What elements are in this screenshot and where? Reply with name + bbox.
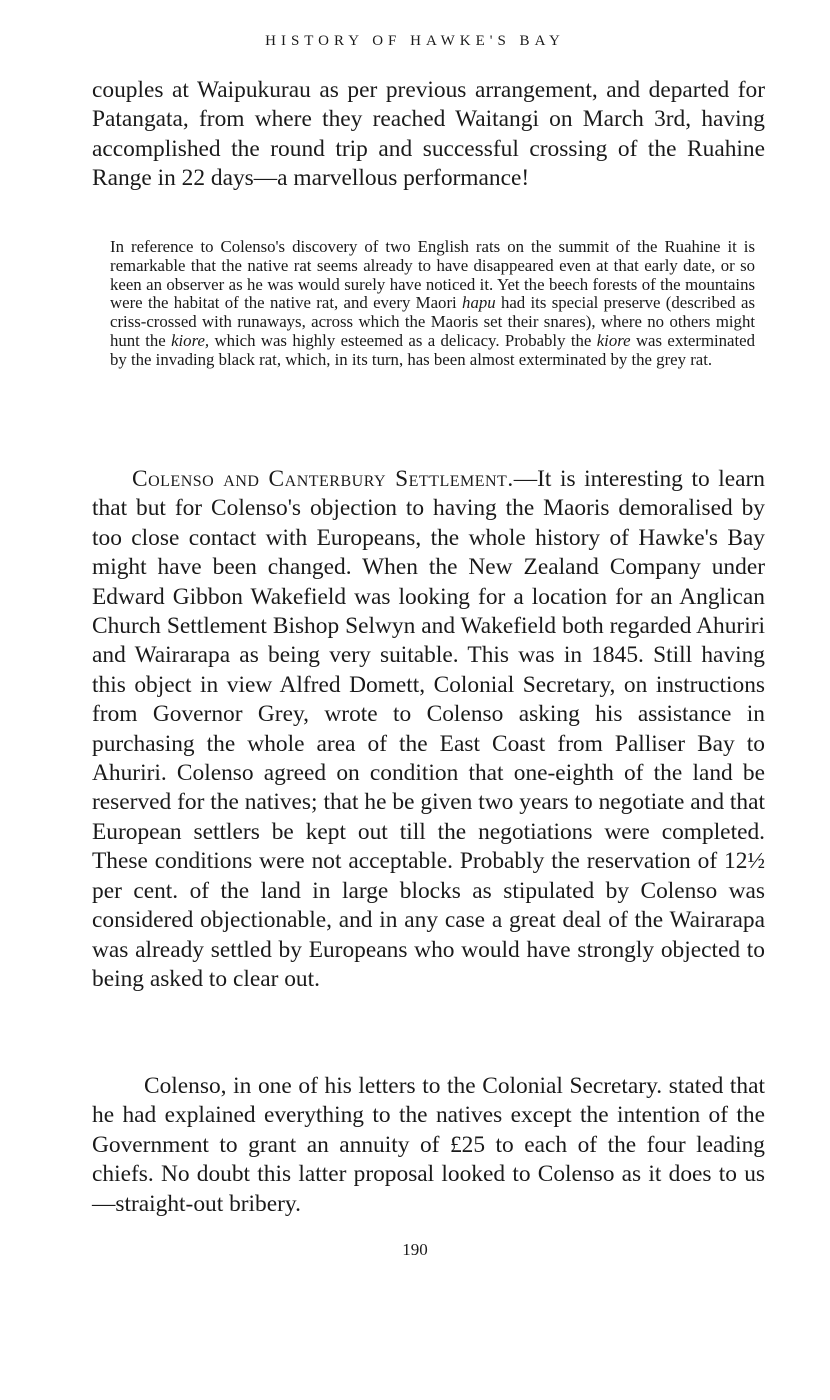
paragraph-body: —It is interesting to learn that but for Colenso's objection to having the Maoris demoralised by too close contact with Europeans, the whole history of Hawke's Bay might have been changed. When the New Zealand Company under Edward Gibbon Wakefield was looking for a location for an Anglican Church Settlement Bishop Selwyn and Wakefield both regarded Ahuriri and Wairarapa as being very suitable. This was in 1845. Still having this object in view Alfred Domett, Colonial Secretary, on instructions from Governor Grey, wrote to Colenso asking his assistance in purchasing the whole area of the East Coast from Palliser Bay to Ahuriri. Colenso agreed on condition that one-eighth of the land be reserved for the natives; that he be given two years to negotiate and that European settlers be kept out till the negotiations were completed. These conditions were not acceptable. Probably the reservation of 12½ per cent. of the land in large blocks as stipulated by Colenso was considered objectionable, and in any case a great deal of the Wairarapa was already settled by Europeans who would have strongly objected to being asked to clear out. <box>92 466 765 992</box>
footnote-paragraph <box>110 238 755 370</box>
page-number: 190 <box>402 1240 428 1259</box>
note-text: was exterminated by the invading black rat, which, in its turn, has been almost exterminated by the grey rat. <box>110 330 755 369</box>
note-text: In reference to Colenso's discovery of two English rats on the summit of the Ruahine it is remarkable that the native rat seems already to have disappeared even at that early date, or so keen an observer as he was would surely have noticed it. Yet the beech forests of the mountains were the habitat of the native rat, and every Maori <box>110 237 755 313</box>
note-text: which was highly esteemed as a delicacy. Probably the <box>209 330 597 350</box>
paragraph-continuation: couples at Waipukurau as per previous arrangement, and departed for Patangata, from where they reached Waitangi on March 3rd, having accomplished the round trip and successful crossing of the Ruahine Range in 22 days—a marvellous performance! <box>92 77 765 192</box>
running-head: HISTORY OF HAWKE'S BAY <box>265 33 565 49</box>
paragraph-colenso-canterbury <box>92 465 765 994</box>
paragraph-letters: Colenso, in one of his letters to the Colonial Secretary. stated that he had explained everything to the natives except the intention of the Government to grant an annuity of £25 to each of the four leading chiefs. No doubt this latter proposal looked to Colenso as it does to us—straight-out bribery. <box>92 1073 765 1217</box>
note-text: had its special preserve (described as criss-crossed with runaways, across which the Maoris set their snares), where no others might hunt the <box>110 293 756 350</box>
note-italic-kiore: kiore, <box>171 330 210 350</box>
note-italic-hapu: hapu <box>462 293 496 313</box>
section-heading: Colenso and Canterbury Settlement. <box>132 466 514 492</box>
note-italic-kiore: kiore <box>596 330 631 350</box>
